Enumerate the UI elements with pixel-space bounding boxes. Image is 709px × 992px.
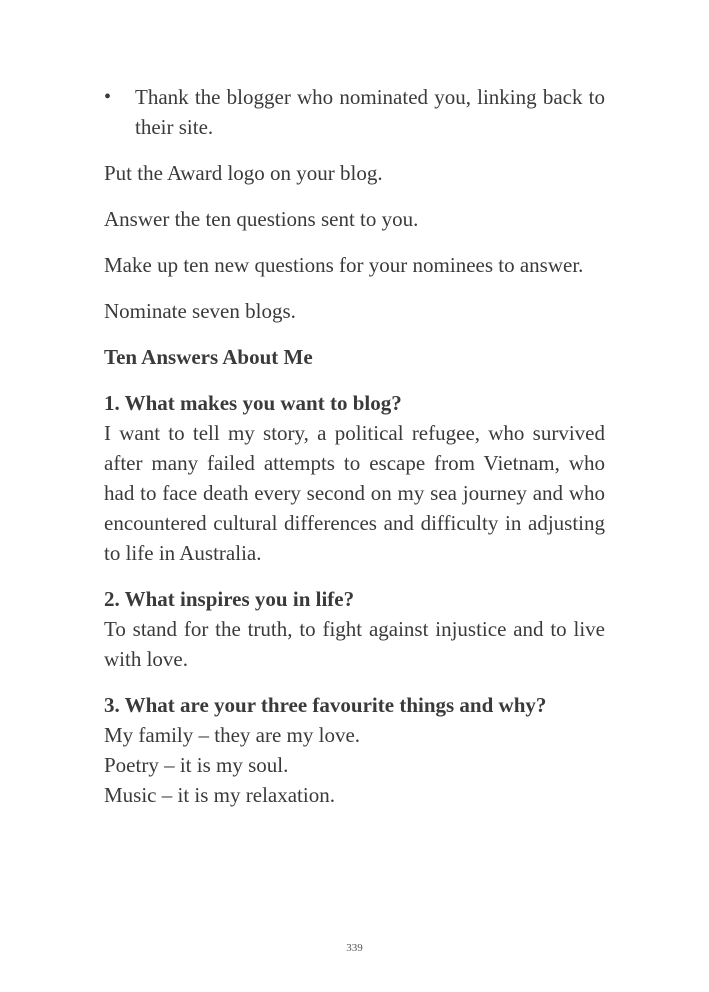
section-title: Ten Answers About Me (104, 345, 313, 369)
instruction-nominate: Nominate seven blogs. (104, 299, 296, 323)
answer-3 (104, 720, 605, 810)
instruction-answer: Answer the ten questions sent to you. (104, 207, 419, 231)
answer-2: To stand for the truth, to fight against injustice and to live with love. (104, 617, 605, 671)
instruction-logo: Put the Award logo on your blog. (104, 161, 383, 185)
answer-1: I want to tell my story, a political refugee, who survived after many failed attempts to escape from Vietnam, who had to face death every second on my sea journey and who encountered cultural differences and difficulty in adjusting to life in Australia. (104, 421, 605, 565)
answer-3-line-1: My family – they are my love. (104, 723, 361, 747)
answer-3-line-3: Music – it is my relaxation. (104, 783, 335, 807)
answer-3-line-2: Poetry – it is my soul. (104, 753, 289, 777)
document-body (104, 82, 605, 826)
page-number: 339 (346, 942, 363, 954)
question-2: 2. What inspires you in life? (104, 587, 355, 611)
qa-item-1 (104, 388, 605, 568)
bullet-dot: • (104, 86, 112, 108)
question-1: 1. What makes you want to blog? (104, 391, 402, 415)
qa-item-3 (104, 690, 605, 810)
bullet-text: Thank the blogger who nominated you, linking back to their site. (135, 85, 605, 139)
instruction-questions: Make up ten new questions for your nominees to answer. (104, 253, 584, 277)
qa-item-2 (104, 584, 605, 674)
bullet-item (104, 82, 605, 142)
question-3: 3. What are your three favourite things and why? (104, 693, 547, 717)
